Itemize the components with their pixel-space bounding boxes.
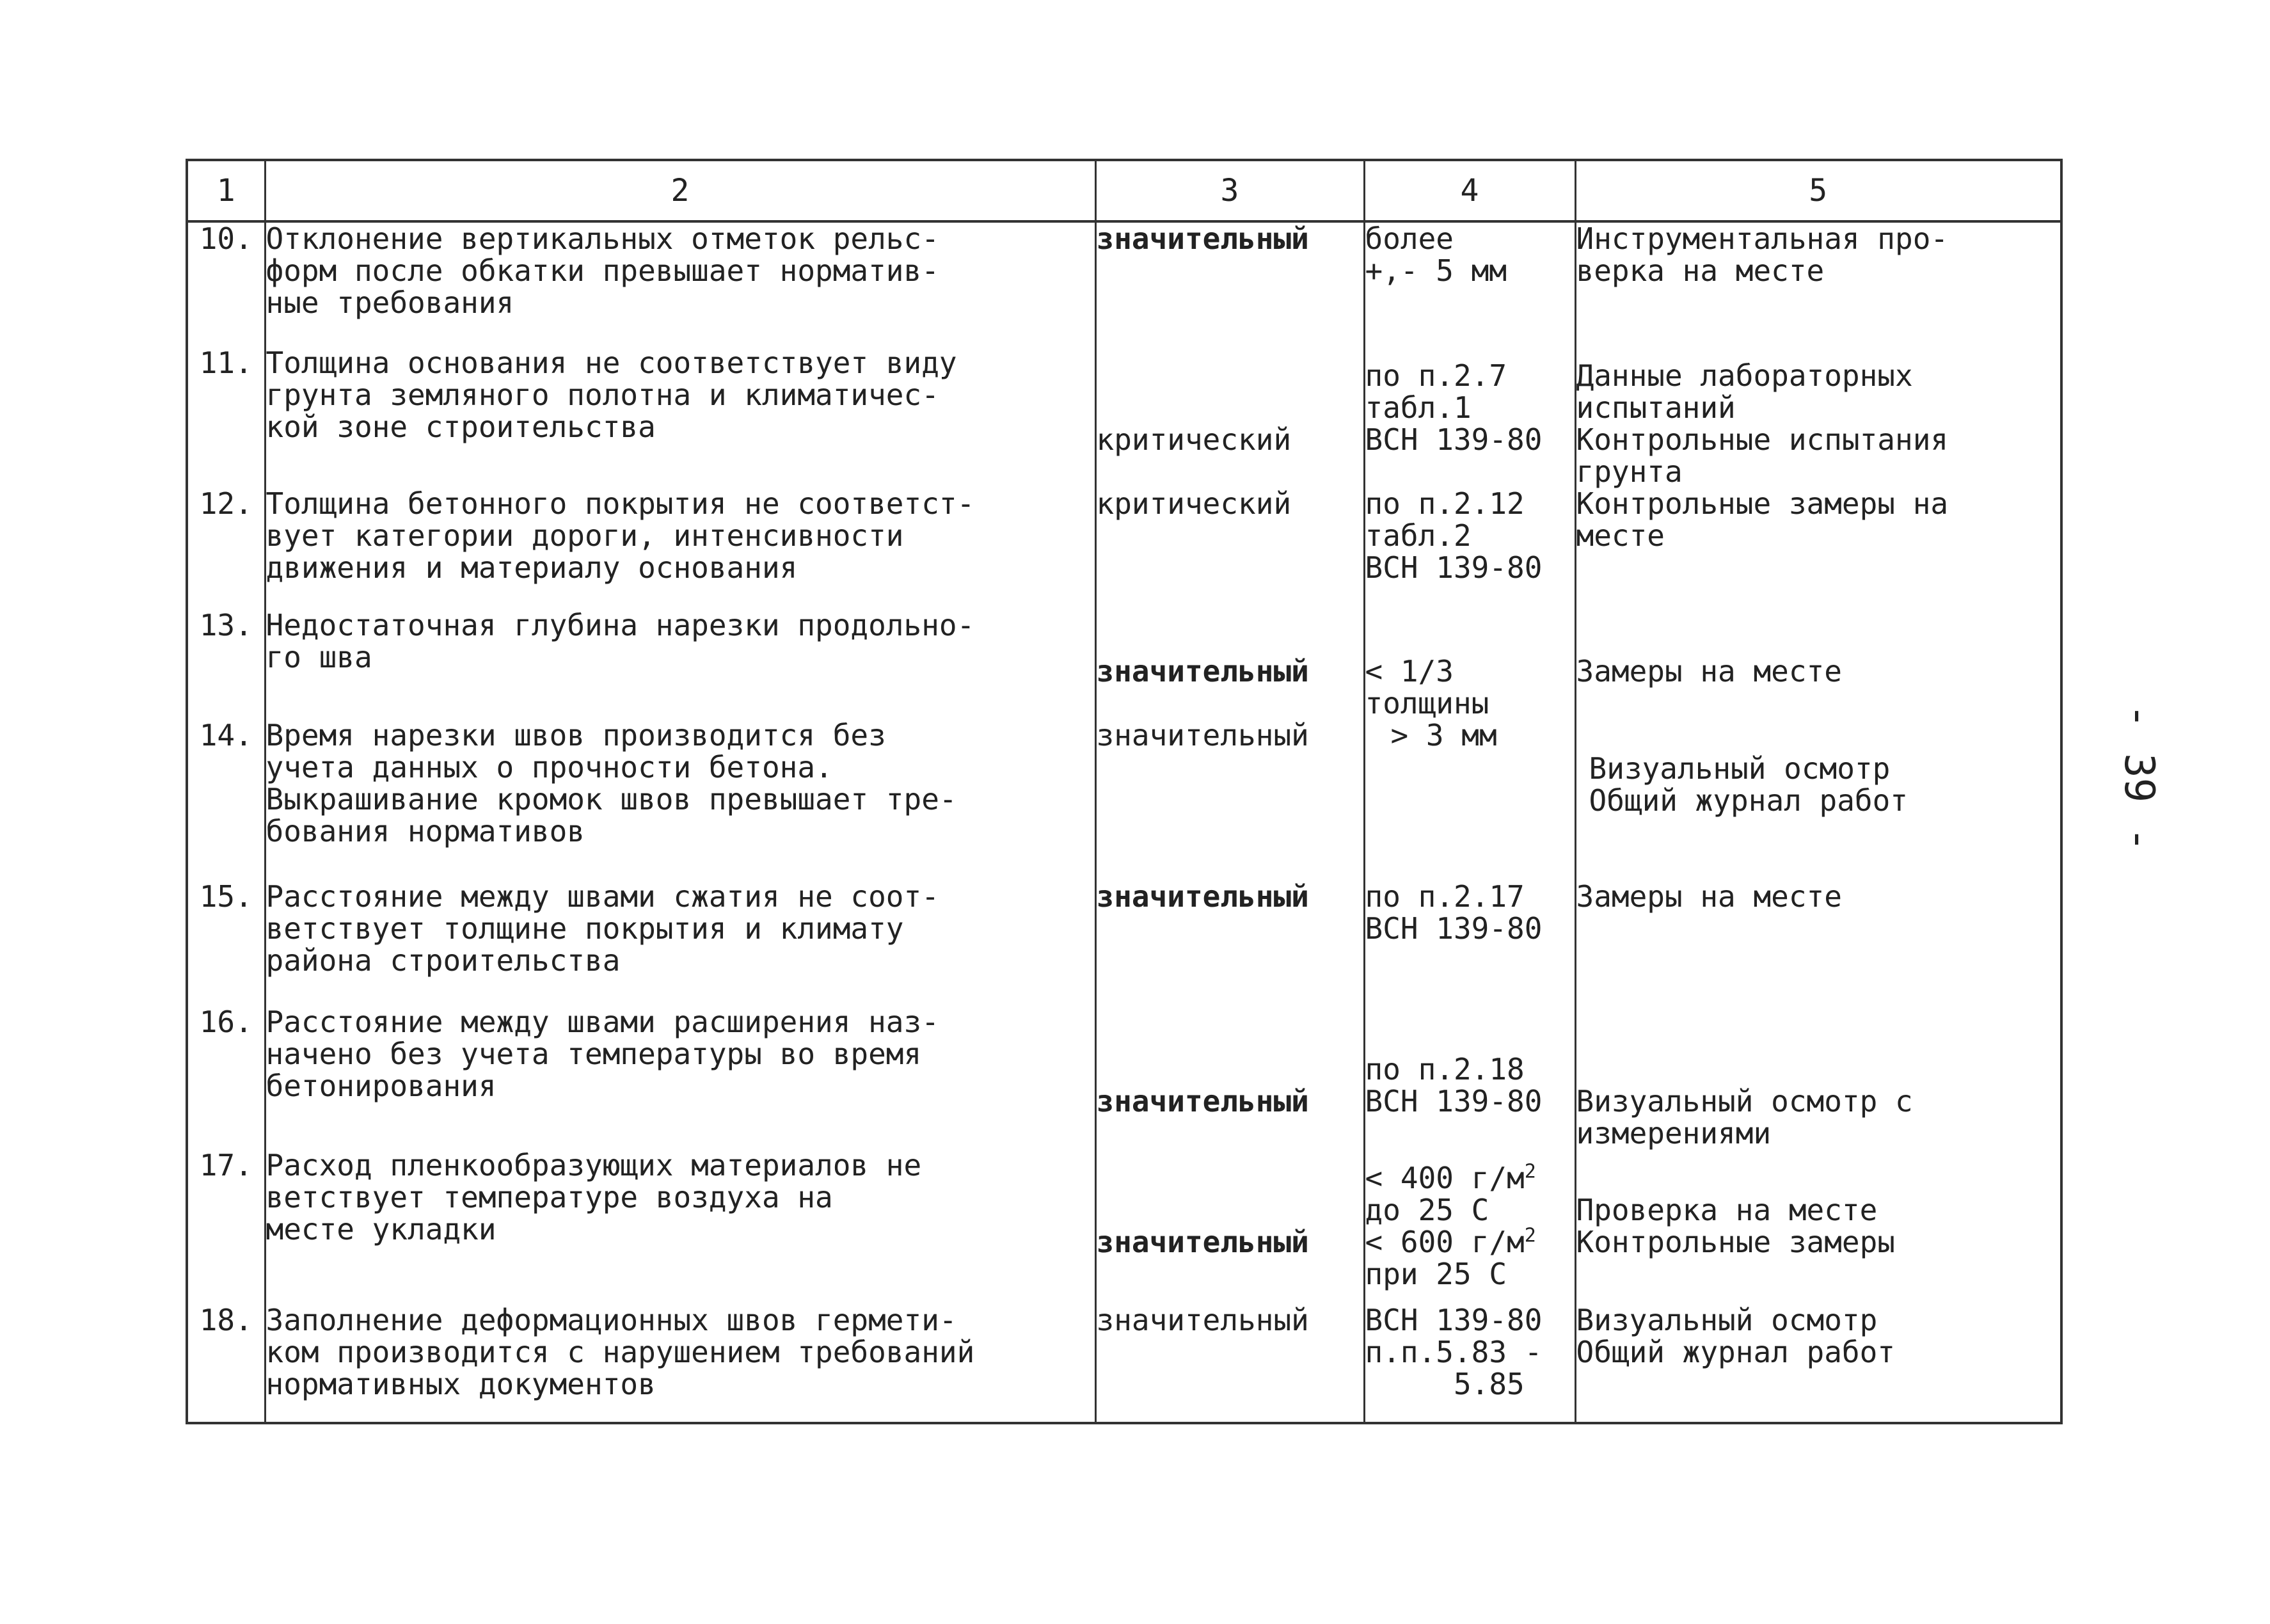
defect-description: Расход пленкообразующих материалов не ветствует температуре воздуха на месте укладки [265,1149,1095,1304]
norm-value [1364,1149,1575,1304]
norm-value: ВСН 139-80 п.п.5.83 - 5.85 [1364,1304,1575,1423]
header-col-4: 4 [1364,160,1575,221]
defect-severity: значительный [1095,609,1364,719]
defect-description: Толщина основания не соответствует виду грунта земляного полотна и климатичес- кой зоне строительства [265,347,1095,488]
control-method: Визуальный осмотр Общий журнал работ [1575,1304,2061,1423]
header-col-3: 3 [1095,160,1364,221]
norm-value: по п.2.17 ВСН 139-80 [1364,880,1575,1006]
row-number: 12. [187,488,265,609]
defect-description: Расстояние между швами расширения наз- начено без учета температуры во время бетонирования [265,1006,1095,1149]
page-number: - 39 - [2115,704,2163,852]
table-row [187,1149,2061,1304]
defect-severity: значительный [1095,719,1364,880]
defect-description: Недостаточная глубина нарезки продольно- го шва [265,609,1095,719]
row-number: 10. [187,221,265,347]
control-method: Визуальный осмотр с измерениями [1575,1006,2061,1149]
defect-severity: критический [1095,347,1364,488]
defect-description: Заполнение деформационных швов гермети- ком производится с нарушением требований нормативных документов [265,1304,1095,1423]
header-col-1: 1 [187,160,265,221]
row-number: 14. [187,719,265,880]
control-method: Инструментальная про- верка на месте [1575,221,2061,347]
row-number: 17. [187,1149,265,1304]
row-number: 15. [187,880,265,1006]
norm-value: < 1/3 толщины [1364,609,1575,719]
norm-value: по п.2.18 ВСН 139-80 [1364,1006,1575,1149]
table-row [187,719,2061,880]
defect-severity: значительный [1095,1006,1364,1149]
table-row [187,609,2061,719]
norm-line: до 25 С [1365,1193,1489,1227]
superscript: 2 [1524,1224,1536,1247]
norm-value: > 3 мм [1364,719,1575,880]
control-method: Проверка на месте Контрольные замеры [1575,1149,2061,1304]
row-number: 13. [187,609,265,719]
norm-line: при 25 С [1365,1257,1507,1291]
row-number: 11. [187,347,265,488]
defect-description: Время нарезки швов производится без учета данных о прочности бетона. Выкрашивание кромок швов превышает тре- бования нормативов [265,719,1095,880]
defect-description: Расстояние между швами сжатия не соот- ветствует толщине покрытия и климату района строительства [265,880,1095,1006]
control-method: Замеры на месте [1575,880,2061,1006]
norm-line: < 600 $г/м^2$ [1365,1224,1536,1259]
norm-line: < 400 $г/м^2$ [1365,1160,1536,1195]
defect-description: Толщина бетонного покрытия не соответст- вует категории дороги, интенсивности движения и материалу основания [265,488,1095,609]
defect-description: Отклонение вертикальных отметок рельс- форм после обкатки превышает норматив- ные требования [265,221,1095,347]
norm-value: более +,- 5 мм [1364,221,1575,347]
header-col-5: 5 [1575,160,2061,221]
defects-table [186,159,2063,1424]
table-row [187,1304,2061,1423]
table-row [187,880,2061,1006]
norm-value: по п.2.7 табл.1 ВСН 139-80 [1364,347,1575,488]
superscript: 2 [1524,1160,1536,1183]
row-number: 16. [187,1006,265,1149]
control-method: Замеры на месте [1575,609,2061,719]
table-header-row [187,160,2061,221]
table-row [187,1006,2061,1149]
table-row [187,221,2061,347]
table-row [187,488,2061,609]
defect-severity: значительный [1095,1304,1364,1423]
defect-severity: значительный [1095,1149,1364,1304]
defect-severity: критический [1095,488,1364,609]
control-method: Данные лабораторных испытаний Контрольные испытания грунта [1575,347,2061,488]
header-col-2: 2 [265,160,1095,221]
defect-severity: значительный [1095,221,1364,347]
control-method: Контрольные замеры на месте [1575,488,2061,609]
defect-severity: значительный [1095,880,1364,1006]
row-number: 18. [187,1304,265,1423]
norm-value: по п.2.12 табл.2 ВСН 139-80 [1364,488,1575,609]
control-method: Визуальный осмотр Общий журнал работ [1575,719,2061,880]
table-row [187,347,2061,488]
